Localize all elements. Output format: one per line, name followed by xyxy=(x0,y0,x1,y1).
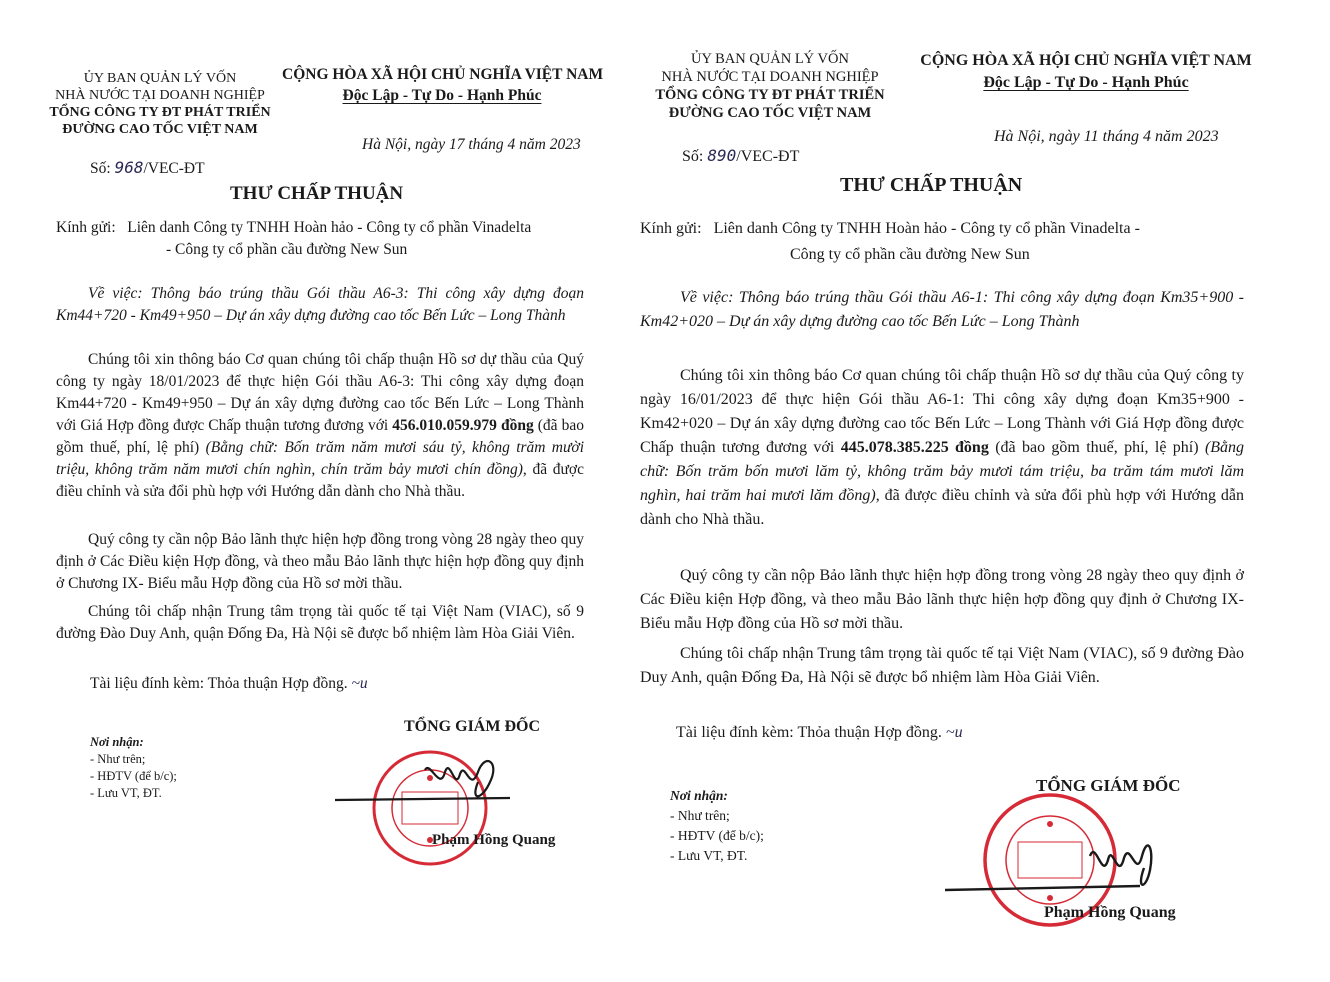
amount-in-words: (Bằng chữ: Bốn trăm bốn mươi lăm tỷ, không trăm bảy mươi tám triệu, ba trăm tám mươi lăm nghìn, hai trăm hai mươi lăm đồng) xyxy=(640,439,1245,504)
signer-role: TỔNG GIÁM ĐỐC xyxy=(404,718,540,735)
contract-amount: 445.078.385.225 đồng xyxy=(840,439,989,456)
issuing-organization xyxy=(640,50,900,122)
recipient-label: Kính gửi: xyxy=(56,219,116,236)
number-value: 890 xyxy=(707,146,737,165)
receivers-title: Nơi nhận: xyxy=(670,788,728,803)
paragraph-approval xyxy=(56,349,584,503)
subject-block xyxy=(640,286,1244,334)
subject-block xyxy=(56,283,584,327)
issuing-organization xyxy=(40,70,280,138)
number-prefix: Số: xyxy=(682,148,704,165)
recipient-label: Kính gửi: xyxy=(640,220,702,237)
attachment-note: Tài liệu đính kèm: Thỏa thuận Hợp đồng. ~u xyxy=(90,675,368,692)
recipient-line-1: Liên danh Công ty TNHH Hoàn hảo - Công ty cổ phần Vinadelta xyxy=(127,219,532,236)
handwritten-signature xyxy=(940,820,1170,900)
attachment-note: Tài liệu đính kèm: Thỏa thuận Hợp đồng. ~u xyxy=(676,724,963,741)
paragraph-guarantee: Quý công ty cần nộp Bảo lãnh thực hiện hợp đồng trong vòng 28 ngày theo quy định ở Các Điều kiện Hợp đồng, và theo mẫu Bảo lãnh thực hiện hợp đồng quy định ở Chương IX- Biểu mẫu Hợp đồng của Hồ sơ mời thầu. xyxy=(56,531,584,592)
receivers-block xyxy=(90,734,177,802)
approval-letter-a6-1 xyxy=(640,0,1330,982)
nation-name: CỘNG HÒA XÃ HỘI CHỦ NGHĨA VIỆT NAM xyxy=(920,52,1252,69)
org-line-2: NHÀ NƯỚC TẠI DOANH NGHIỆP xyxy=(55,88,265,103)
recipient-line-2: Công ty cổ phần cầu đường New Sun xyxy=(790,246,1030,263)
national-heading xyxy=(282,64,602,106)
paragraph-arbitration: Chúng tôi chấp nhận Trung tâm trọng tài quốc tế tại Việt Nam (VIAC), số 9 đường Đào Duy Anh, quận Đống Đa, Hà Nội sẽ được bổ nhiệm làm Hòa Giải Viên. xyxy=(640,645,1244,686)
para1-text: Chúng tôi xin thông báo Cơ quan chúng tôi chấp thuận Hồ sơ dự thầu của Quý công ty ngày 16/01/2023 để thực hiện Gói thầu A6-1: Thi công xây dựng đoạn Km35+900 - Km42+020 – Dự án xây dựng đường cao tốc Bến Lức – Long Thành với Giá Hợp đồng được Chấp thuận tương đương với xyxy=(640,367,1244,456)
tax-note: (đã bao gồm thuế, phí, lệ phí) xyxy=(56,417,584,456)
paragraph-guarantee: Quý công ty cần nộp Bảo lãnh thực hiện hợp đồng trong vòng 28 ngày theo quy định ở Các Điều kiện Hợp đồng, và theo mẫu Bảo lãnh thực hiện hợp đồng quy định ở Chương IX- Biểu mẫu Hợp đồng của Hồ sơ mời thầu. xyxy=(640,567,1244,632)
document-number xyxy=(682,146,799,166)
nation-name: CỘNG HÒA XÃ HỘI CHỦ NGHĨA VIỆT NAM xyxy=(282,66,604,83)
nation-motto: Độc Lập - Tự Do - Hạnh Phúc xyxy=(983,74,1189,91)
receiver-item: - HĐTV (để b/c); xyxy=(670,828,764,843)
receiver-item: - Lưu VT, ĐT. xyxy=(670,848,748,863)
para1-text: Chúng tôi xin thông báo Cơ quan chúng tôi chấp thuận Hồ sơ dự thầu của Quý công ty ngày 18/01/2023 để thực hiện Gói thầu A6-3: Thi công xây dựng đoạn Km44+720 - Km49+950 – Dự án xây dựng đường cao tốc Bến Lức – Long Thành với Giá Hợp đồng được Chấp thuận tương đương với xyxy=(56,351,584,434)
signer-role: TỔNG GIÁM ĐỐC xyxy=(1036,776,1181,795)
org-line-1: ỦY BAN QUẢN LÝ VỐN xyxy=(691,51,849,67)
number-prefix: Số: xyxy=(90,160,111,177)
receivers-title: Nơi nhận: xyxy=(90,735,144,749)
receiver-item: - HĐTV (để b/c); xyxy=(90,769,177,783)
attachment-text: Tài liệu đính kèm: Thỏa thuận Hợp đồng. xyxy=(90,675,348,692)
approval-letter-a6-3 xyxy=(0,0,650,982)
receiver-item: - Lưu VT, ĐT. xyxy=(90,786,162,800)
recipient-block xyxy=(640,216,1240,268)
recipient-line-1: Liên danh Công ty TNHH Hoàn hảo - Công ty cổ phần Vinadelta - xyxy=(713,220,1140,237)
issue-date: Hà Nội, ngày 17 tháng 4 năm 2023 xyxy=(362,136,581,153)
para1-tail: , đã được điều chỉnh và sửa đổi phù hợp với Hướng dẫn dành cho Nhà thầu. xyxy=(56,461,584,500)
paragraph-approval xyxy=(640,364,1244,532)
receiver-item: - Như trên; xyxy=(670,808,730,823)
signer-name: Phạm Hồng Quang xyxy=(1044,904,1176,921)
tax-note: (đã bao gồm thuế, phí, lệ phí) xyxy=(995,439,1199,456)
subject-text: Thông báo trúng thầu Gói thầu A6-1: Thi công xây dựng đoạn Km35+900 - Km42+020 – Dự án xây dựng đường cao tốc Bến Lức – Long Thành xyxy=(640,289,1245,330)
receiver-item: - Như trên; xyxy=(90,752,146,766)
number-suffix: /VEC-ĐT xyxy=(736,148,800,165)
national-heading xyxy=(904,50,1268,94)
org-line-3: TỔNG CÔNG TY ĐT PHÁT TRIỂN xyxy=(655,87,885,103)
subject-label: Về việc: xyxy=(680,289,734,306)
handwritten-signature xyxy=(330,752,550,812)
letter-title: THƯ CHẤP THUẬN xyxy=(840,174,1023,196)
nation-motto: Độc Lập - Tự Do - Hạnh Phúc xyxy=(342,87,542,104)
letter-title: THƯ CHẤP THUẬN xyxy=(230,183,404,204)
document-number xyxy=(90,158,205,178)
recipient-line-2: - Công ty cổ phần cầu đường New Sun xyxy=(166,241,408,258)
org-line-2: NHÀ NƯỚC TẠI DOANH NGHIỆP xyxy=(661,69,879,85)
para1-tail: , đã được điều chỉnh và sửa đổi phù hợp với Hướng dẫn dành cho Nhà thầu. xyxy=(640,487,1245,528)
org-line-4: ĐƯỜNG CAO TỐC VIỆT NAM xyxy=(62,122,258,137)
subject-text: Thông báo trúng thầu Gói thầu A6-3: Thi công xây dựng đoạn Km44+720 - Km49+950 – Dự án xây dựng đường cao tốc Bến Lức – Long Thành xyxy=(56,285,584,324)
paragraph-arbitration: Chúng tôi chấp nhận Trung tâm trọng tài quốc tế tại Việt Nam (VIAC), số 9 đường Đào Duy Anh, quận Đống Đa, Hà Nội sẽ được bổ nhiệm làm Hòa Giải Viên. xyxy=(56,603,584,642)
number-suffix: /VEC-ĐT xyxy=(143,160,205,177)
attachment-text: Tài liệu đính kèm: Thỏa thuận Hợp đồng. xyxy=(676,724,942,741)
contract-amount: 456.010.059.979 đồng xyxy=(392,417,534,434)
org-line-3: TỔNG CÔNG TY ĐT PHÁT TRIỂN xyxy=(49,105,271,120)
issue-date: Hà Nội, ngày 11 tháng 4 năm 2023 xyxy=(994,128,1219,145)
org-line-1: ỦY BAN QUẢN LÝ VỐN xyxy=(83,71,237,86)
amount-in-words: (Bằng chữ: Bốn trăm năm mươi sáu tỷ, không trăm mười triệu, không trăm năm mươi chín nghìn, chín trăm bảy mươi chín đồng) xyxy=(56,439,585,478)
signer-name: Phạm Hồng Quang xyxy=(432,832,556,848)
org-line-4: ĐƯỜNG CAO TỐC VIỆT NAM xyxy=(668,105,872,121)
receivers-block xyxy=(670,786,764,866)
number-value: 968 xyxy=(114,158,144,177)
subject-label: Về việc: xyxy=(88,285,143,302)
recipient-block xyxy=(56,217,616,261)
